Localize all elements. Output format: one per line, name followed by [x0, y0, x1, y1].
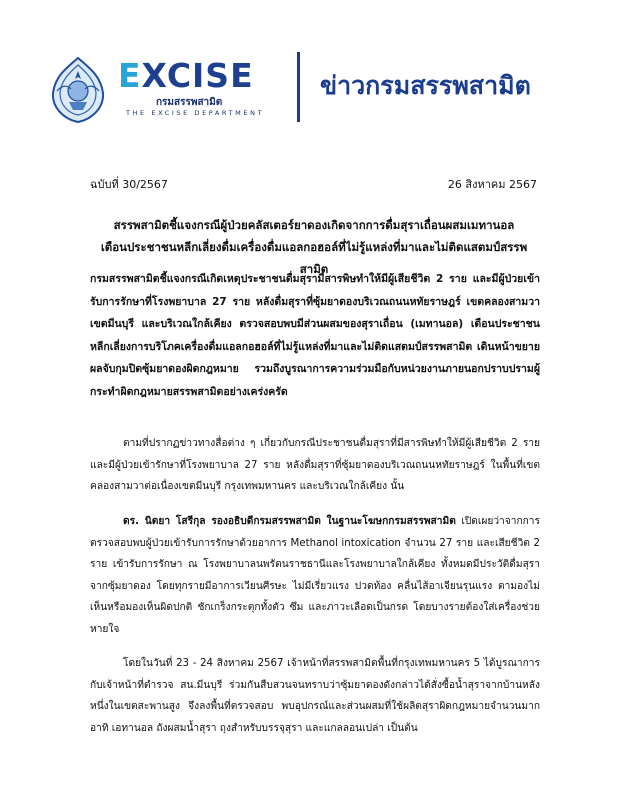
- header-divider: [297, 52, 300, 122]
- issue-number: ฉบับที่ 30/2567: [90, 178, 168, 191]
- spokesperson-name: ดร. นิตยา โสรีกุล รองอธิบดีกรมสรรพสามิต ในฐานะโฆษกกรมสรรพสามิต: [123, 516, 456, 527]
- logo-english-name: THE EXCISE DEPARTMENT: [126, 109, 265, 117]
- body-paragraph-1: [90, 433, 540, 498]
- excise-logo: [118, 58, 273, 122]
- lead-paragraph: กรมสรรพสามิตชี้แจงกรณีเกิดเหตุประชาชนดื่มสุรามีสารพิษทำให้มีผู้เสียชีวิต 2 ราย และมีผู้ป่วยเข้ารับการรักษาที่โรงพยาบาล 27 ราย หลังดื่มสุราที่ซุ้มยาดองบริเวณถนนหทัยราษฎร์ เขตคลองสามวา เขตมีนบุรี และบริเวณใกล้เคียง ตรวจสอบพบมีส่วนผสมของสุราเถื่อน (เมทานอล) เตือนประชาชนหลีกเลี่ยงการบริโภคเครื่องดื่มแอลกอฮอล์ที่ไม่รู้แหล่งที่มาและไม่ติดแสตมป์สรรพสามิต เดินหน้าขยายผลจับกุมปิดซุ้มยาดองผิดกฎหมาย รวมถึงบูรณาการความร่วมมือกับหน่วยงานภายนอกปราบปรามผู้กระทำผิดกฎหมายสรรพสามิตอย่างเคร่งครัด: [90, 273, 540, 398]
- headline-line-2: เตือนประชาชนหลีกเลี่ยงดื่มเครื่องดื่มแอลกอฮอล์ที่ไม่รู้แหล่งที่มาและไม่ติดแสตมป์สรรพสามิต: [100, 240, 528, 276]
- paragraph-2-text: เปิดเผยว่าจากการตรวจสอบพบผู้ป่วยเข้ารับการรักษาด้วยอาการ Methanol intoxication จำนวน 27 ราย และเสียชีวิต 2 ราย เข้ารับการรักษา ณ โรงพยาบาลนพรัตนราชธานีและโรงพยาบาลใกล้เคียง ทั้งหมดมีประวัติดื่มสุราจากซุ้มยาดอง โดยทุกรายมีอาการเวียนศีรษะ ไม่มีเรี่ยวแรง ปวดท้อง คลื่นไส้อาเจียนรุนแรง ตามองไม่เห็นหรือมองเห็นผิดปกติ ชักเกร็งกระตุกทั้งตัว ซึม และภาวะเลือดเป็นกรด โดยบางรายต้องใส่เครื่องช่วยหายใจ: [90, 516, 540, 635]
- body-paragraph-3: [90, 653, 540, 739]
- excise-wordmark: EXCISE: [118, 56, 254, 95]
- news-title: ข่าวกรมสรรพสามิต: [320, 71, 531, 100]
- headline-line-1: สรรพสามิตชี้แจงกรณีผู้ป่วยคลัสเตอร์ยาดองเกิดจากการดื่มสุราเถื่อนผสมเมทานอล: [113, 218, 515, 232]
- issue-date: 26 สิงหาคม 2567: [447, 178, 537, 191]
- letterhead: [0, 0, 625, 150]
- body-paragraph-2: [90, 511, 540, 640]
- paragraph-3-text: โดยในวันที่ 23 - 24 สิงหาคม 2567 เจ้าหน้าที่สรรพสามิตพื้นที่กรุงเทพมหานคร 5 ได้บูรณาการกับเจ้าหน้าที่ตำรวจ สน.มีนบุรี ร่วมกันสืบสวนจนทราบว่าซุ้มยาดองดังกล่าวได้สั่งซื้อน้ำสุราจากบ้านหลังหนึ่งในเขตสะพานสูง จึงลงพื้นที่ตรวจสอบ พบอุปกรณ์และส่วนผสมที่ใช้ผลิตสุราผิดกฎหมายจำนวนมาก อาทิ เอทานอล ถังผสมน้ำสุรา ถุงสำหรับบรรจุสุรา และแกลลอนเปล่า เป็นต้น: [90, 658, 540, 734]
- logo-thai-name: กรมสรรพสามิต: [156, 97, 223, 108]
- garuda-seal-icon: [47, 55, 109, 125]
- paragraph-1-text: ตามที่ปรากฏข่าวทางสื่อต่าง ๆ เกี่ยวกับกรณีประชาชนดื่มสุราที่มีสารพิษทำให้มีผู้เสียชีวิต 2 รายและมีผู้ป่วยเข้ารักษาที่โรงพยาบาล 27 ราย หลังดื่มสุราที่ซุ้มยาดองบริเวณถนนหทัยราษฎร์ ในพื้นที่เขตคลองสามวาต่อเนื่องเขตมีนบุรี กรุงเทพมหานคร และบริเวณใกล้เคียง นั้น: [90, 438, 540, 492]
